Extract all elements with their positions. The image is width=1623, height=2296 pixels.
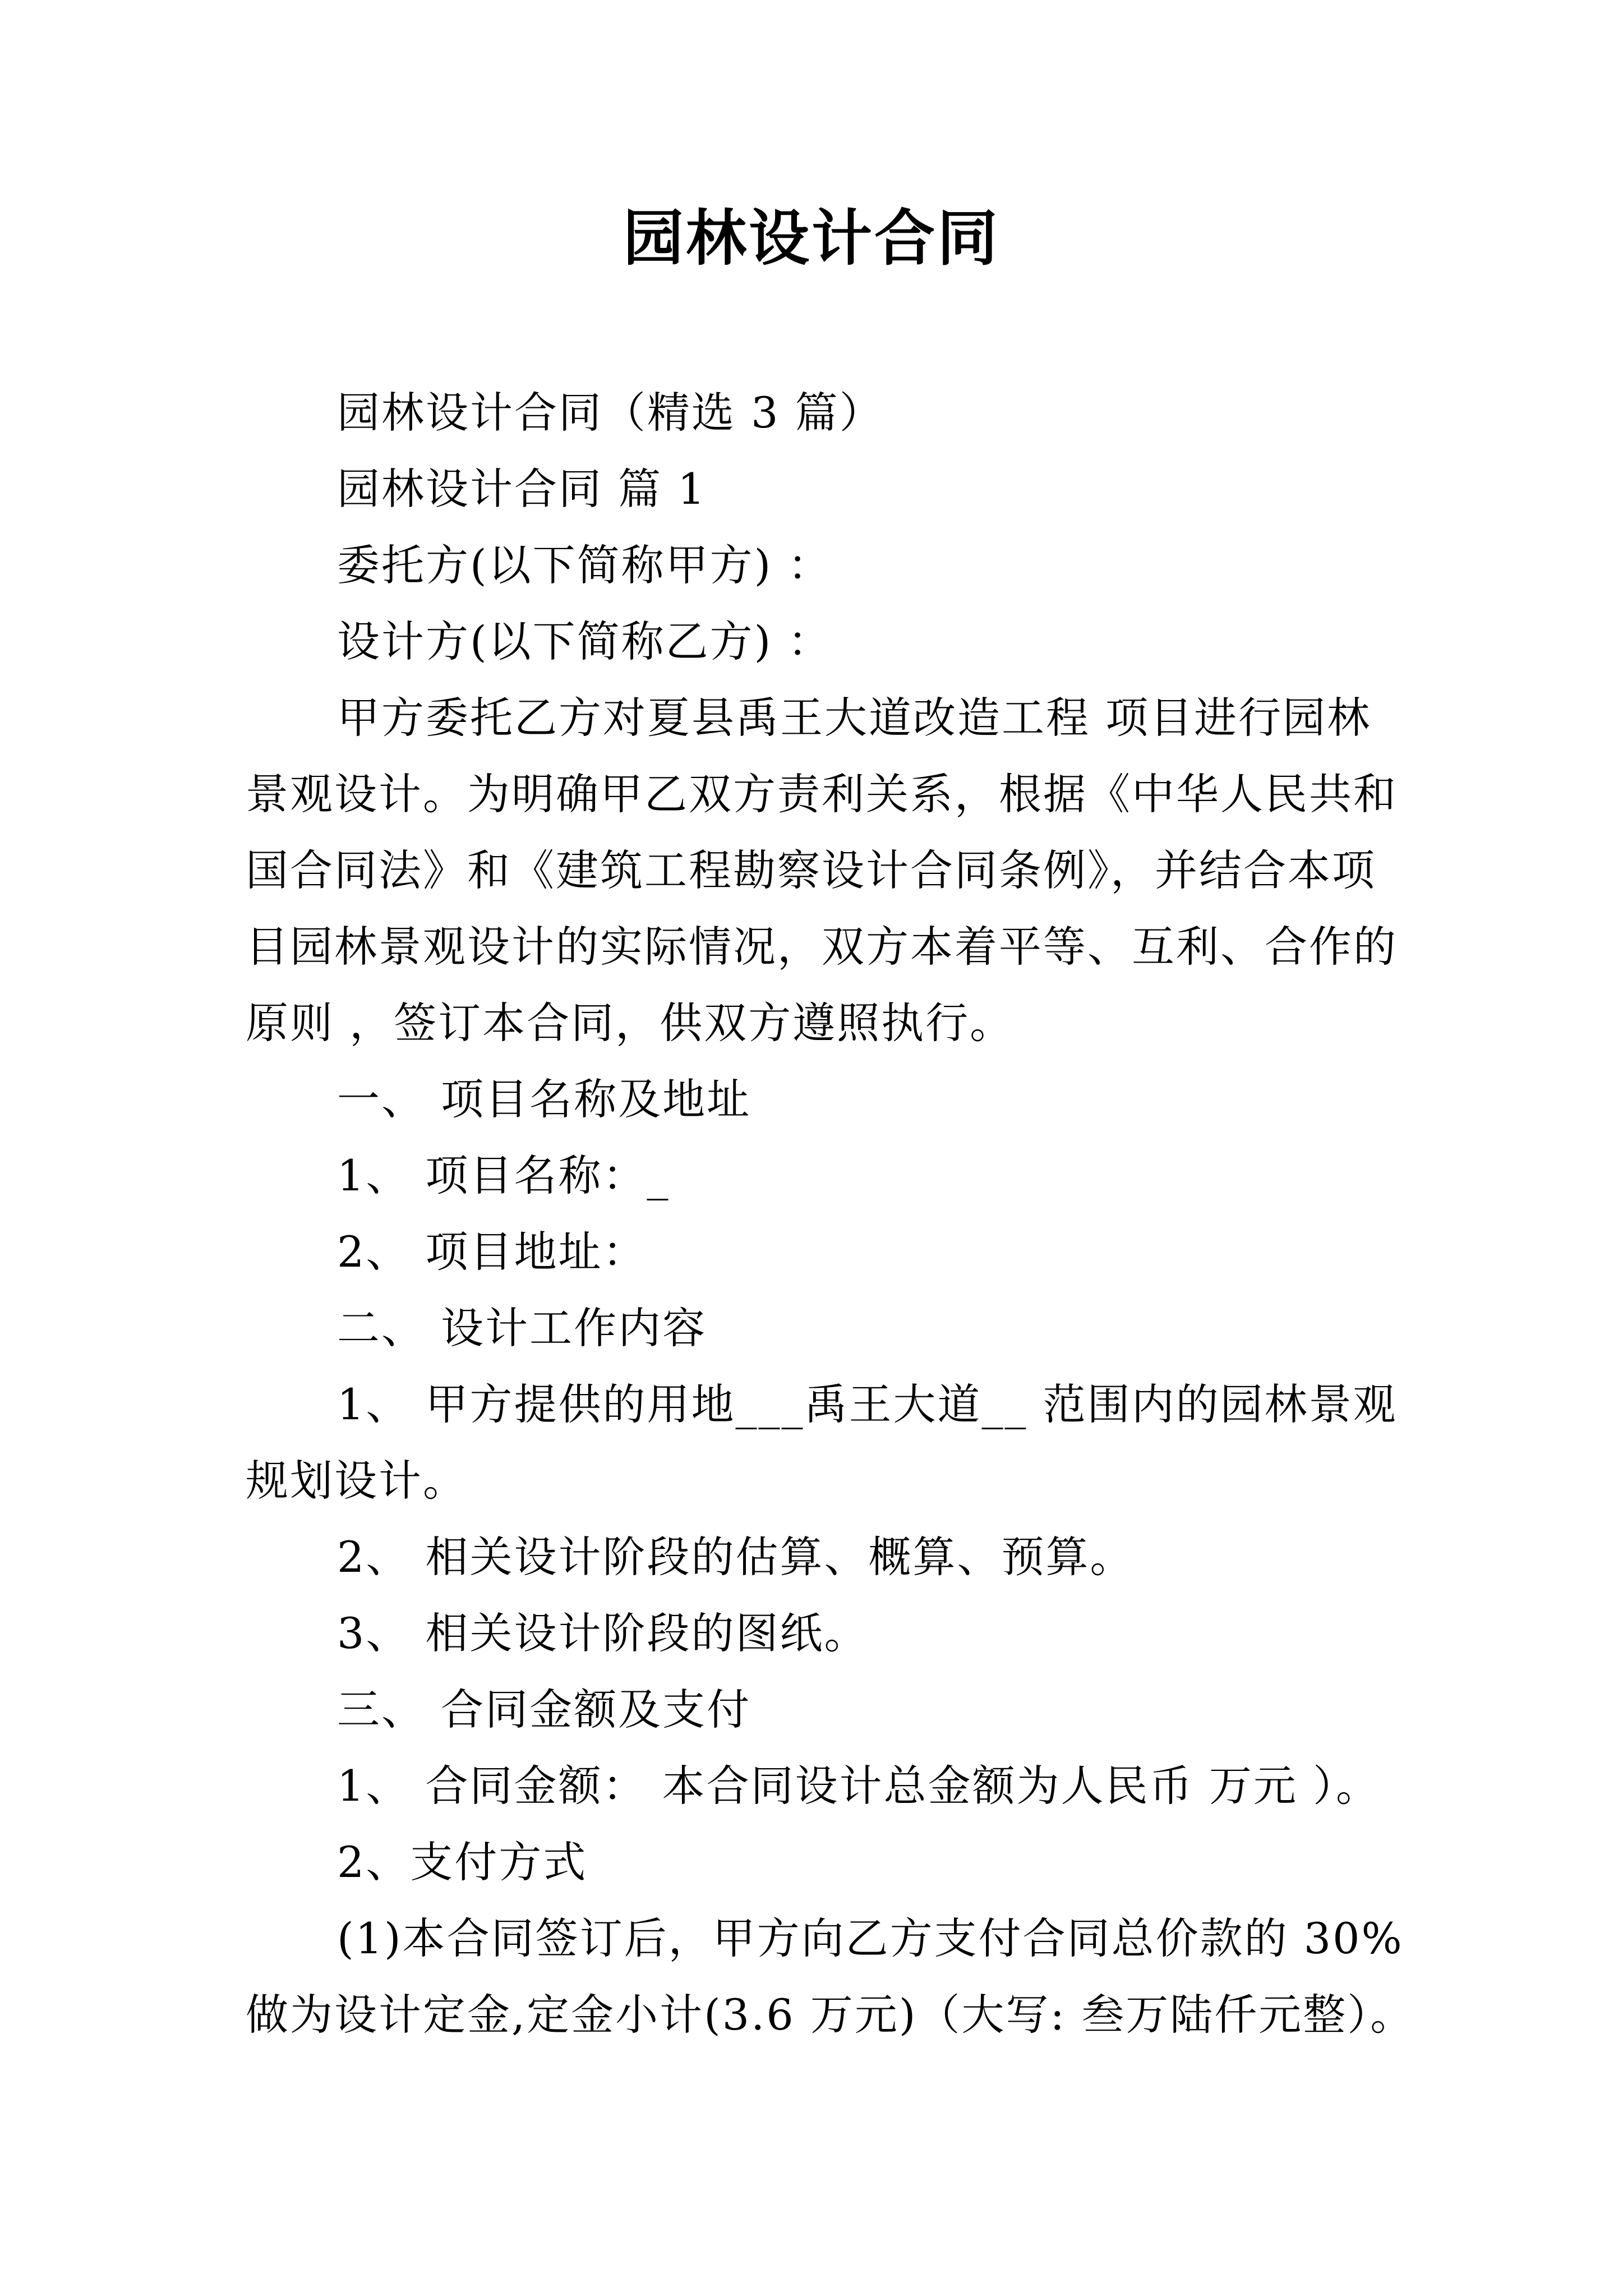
- party-a-line: 委托方(以下简称甲方) ：: [337, 540, 832, 590]
- section-3-heading: 三、 合同金额及支付: [337, 1685, 751, 1734]
- section-1-heading: 一、 项目名称及地址: [337, 1074, 751, 1124]
- payment-method-heading: 2、支付方式: [337, 1837, 588, 1887]
- paragraph-intro-line-2: 景观设计。为明确甲乙双方责利关系，根据《中华人民共和: [246, 769, 1398, 819]
- design-item-1-line-1: 1、 甲方提供的用地___禹王大道__ 范围内的园林景观: [337, 1379, 1398, 1429]
- payment-item-1-line-2: 做为设计定金,定金小计(3.6 万元)（大写: 叁万陆仟元整）。: [246, 1990, 1415, 2040]
- design-item-3: 3、 相关设计阶段的图纸。: [337, 1608, 869, 1658]
- project-name-line: 1、 项目名称：_: [337, 1151, 670, 1200]
- subtitle-selected-3: 园林设计合同（精选 3 篇）: [337, 388, 884, 438]
- payment-item-1-line-1: (1)本合同签订后，甲方向乙方支付合同总价款的 30%: [337, 1913, 1404, 1963]
- paragraph-intro-line-4: 目园林景观设计的实际情况，双方本着平等、互利、合作的: [246, 922, 1398, 972]
- design-item-2: 2、 相关设计阶段的估算、概算、预算。: [337, 1532, 1135, 1582]
- contract-amount-line: 1、 合同金额： 本合同设计总金额为人民币 万元 ）。: [337, 1761, 1380, 1811]
- party-b-line: 设计方(以下简称乙方) ：: [337, 616, 832, 666]
- section-2-heading: 二、 设计工作内容: [337, 1303, 707, 1353]
- section-heading-part-1: 园林设计合同 篇 1: [337, 464, 707, 514]
- paragraph-intro-line-5: 原则 ，签订本合同，供双方遵照执行。: [246, 998, 1015, 1048]
- design-item-1-line-2: 规划设计。: [246, 1456, 467, 1506]
- project-address-line: 2、 项目地址：: [337, 1227, 647, 1277]
- document-title: 园林设计合同: [623, 203, 1000, 274]
- paragraph-intro-line-3: 国合同法》和《建筑工程勘察设计合同条例》，并结合本项: [246, 845, 1376, 895]
- paragraph-intro-line-1: 甲方委托乙方对夏县禹王大道改造工程 项目进行园林: [337, 693, 1372, 743]
